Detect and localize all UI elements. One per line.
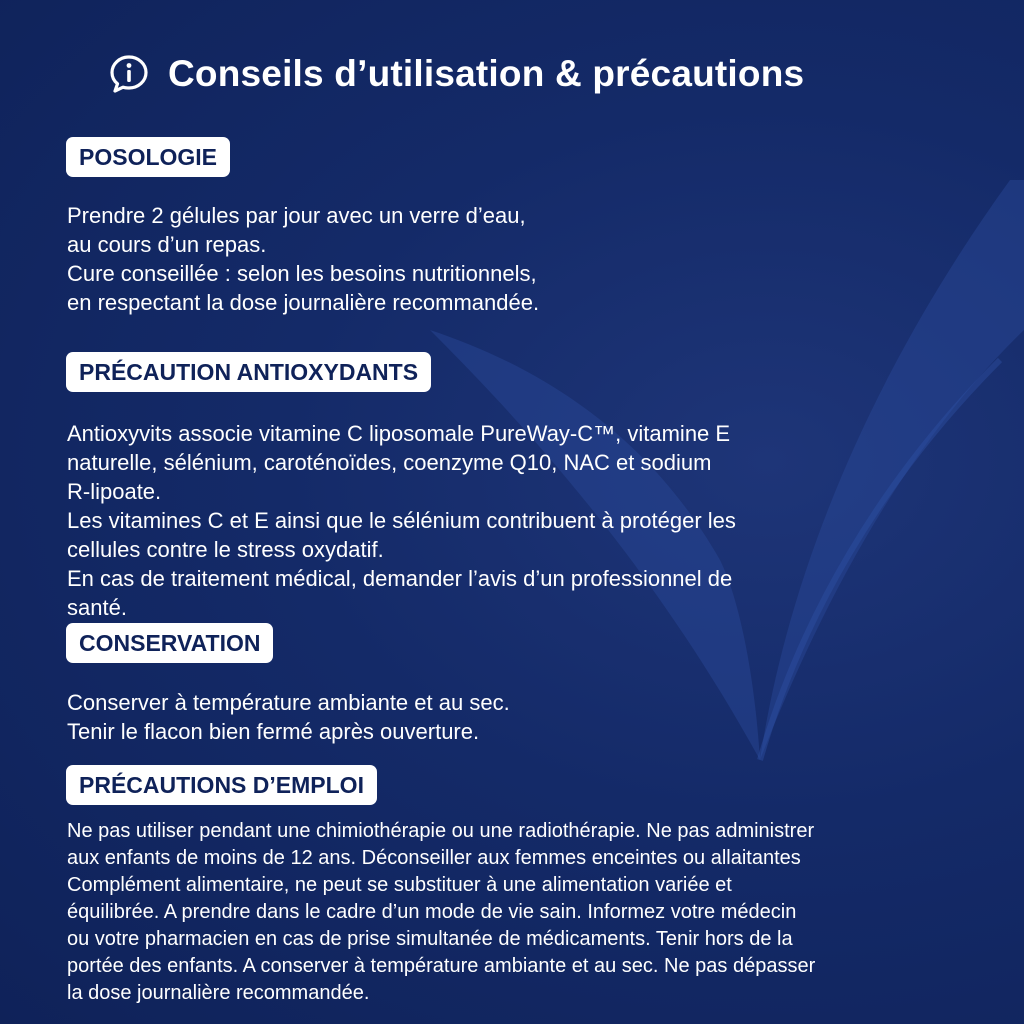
section-heading-posologie: POSOLOGIE (66, 137, 230, 177)
text-line: en respectant la dose journalière recommandée. (67, 290, 540, 315)
text-line: Conserver à température ambiante et au sec. (67, 690, 510, 715)
info-chat-icon (108, 53, 150, 95)
page-title: Conseils d’utilisation & précautions (168, 53, 805, 94)
text-line: Complément alimentaire, ne peut se substituer à une alimentation variée et (67, 874, 732, 896)
text-line: cellules contre le stress oxydatif. (67, 537, 384, 562)
text-line: Tenir le flacon bien fermé après ouverture. (67, 719, 480, 744)
text-line: aux enfants de moins de 12 ans. Déconseiller aux femmes enceintes ou allaitantes (67, 847, 801, 869)
page-header (108, 48, 804, 100)
text-line: portée des enfants. A conserver à température ambiante et au sec. Ne pas dépasser (67, 955, 816, 977)
section-body-precautions-emploi (67, 818, 815, 1007)
text-line: ou votre pharmacien en cas de prise simultanée de médicaments. Tenir hors de la (67, 928, 793, 950)
text-line: En cas de traitement médical, demander l’avis d’un professionnel de (67, 566, 733, 591)
section-body-posologie (67, 201, 539, 317)
text-line: Antioxyvits associe vitamine C liposomale PureWay-C™, vitamine E (67, 421, 731, 446)
text-line: santé. (67, 595, 127, 620)
text-line: R-lipoate. (67, 479, 162, 504)
section-heading-antioxydants: PRÉCAUTION ANTIOXYDANTS (66, 352, 431, 392)
text-line: Les vitamines C et E ainsi que le sélénium contribuent à protéger les (67, 508, 736, 533)
section-body-antioxydants (67, 419, 736, 622)
text-line: au cours d’un repas. (67, 232, 267, 257)
text-line: naturelle, sélénium, caroténoïdes, coenzyme Q10, NAC et sodium (67, 450, 712, 475)
section-heading-conservation: CONSERVATION (66, 623, 273, 663)
text-line: équilibrée. A prendre dans le cadre d’un mode de vie sain. Informez votre médecin (67, 901, 797, 923)
text-line: Cure conseillée : selon les besoins nutritionnels, (67, 261, 537, 286)
text-line: Ne pas utiliser pendant une chimiothérapie ou une radiothérapie. Ne pas administrer (67, 820, 815, 842)
section-heading-precautions-emploi: PRÉCAUTIONS D’EMPLOI (66, 765, 377, 805)
text-line: Prendre 2 gélules par jour avec un verre d’eau, (67, 203, 526, 228)
section-body-conservation (67, 688, 510, 746)
text-line: la dose journalière recommandée. (67, 982, 370, 1004)
